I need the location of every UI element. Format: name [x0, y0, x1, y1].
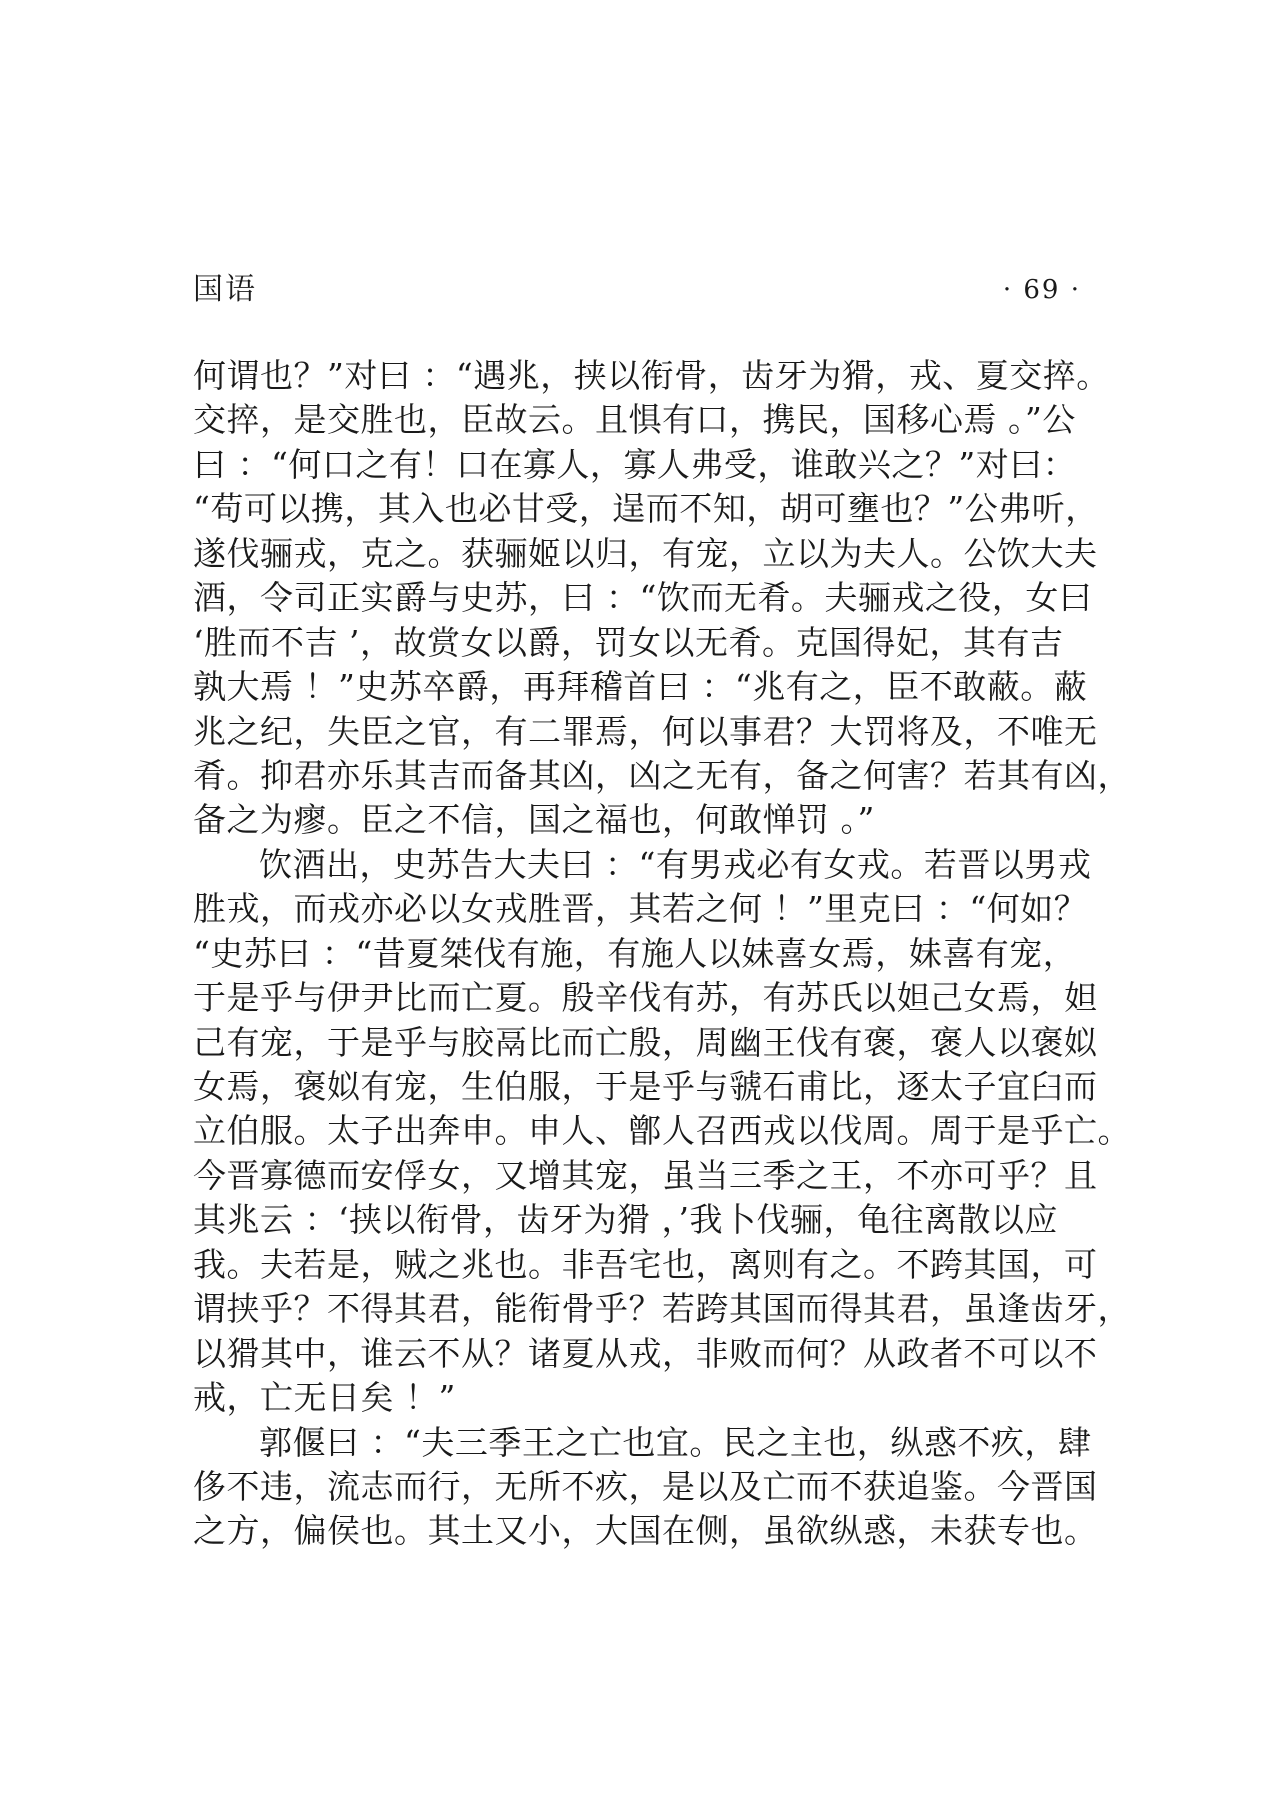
text-line: ‘胜而不吉 ’，故赏女以爵，罚女以无肴。克国得妃，其有吉: [193, 622, 1064, 662]
text-line: 遂伐骊戎，克之。获骊姬以归，有宠，立以为夫人。公饮大夫: [193, 533, 1098, 573]
text-line: 酒，令司正实爵与史苏，曰 ：“饮而无肴。夫骊戎之役，女曰: [193, 578, 1093, 618]
text-line: 之方，偏侯也。其土又小，大国在侧，虽欲纵惑，未获专也。: [193, 1511, 1098, 1551]
text-line: 我。夫若是，贼之兆也。非吾宅也，离则有之。不跨其国，可: [193, 1244, 1098, 1284]
book-title: 国语: [193, 272, 257, 307]
text-line: 孰大焉 ！”史苏卒爵，再拜稽首曰 ：“兆有之，臣不敢蔽。蔽: [193, 667, 1088, 707]
text-line: 今晋寡德而安俘女，又增其宠，虽当三季之王，不亦可乎？且: [193, 1155, 1098, 1195]
text-line: 郭偃曰 ：“夫三季王之亡也宜。民之主也，纵惑不疚，肆: [259, 1422, 1092, 1462]
text-line: 饮酒出，史苏告大夫曰 ：“有男戎必有女戎。若晋以男戎: [259, 844, 1092, 884]
text-line: “史苏曰 ：“昔夏桀伐有施，有施人以妹喜女焉，妹喜有宠，: [193, 933, 1077, 973]
body-text: [193, 354, 1131, 1554]
text-line: 交捽，是交胜也，臣故云。且惧有口，携民，国移心焉 。”公: [193, 400, 1076, 440]
text-line: 何谓也？”对曰 ：“遇兆，挟以衔骨，齿牙为猾，戎、夏交捽。: [193, 356, 1110, 395]
page-header: [193, 268, 1081, 312]
page-number: · 69 ·: [1002, 275, 1081, 305]
text-line: 于是乎与伊尹比而亡夏。殷辛伐有苏，有苏氏以妲己女焉，妲: [193, 978, 1098, 1018]
text-line: 曰 ：“何口之有！口在寡人，寡人弗受，谁敢兴之？”对曰：: [193, 444, 1077, 484]
text-line: “苟可以携，其入也必甘受，逞而不知，胡可壅也？”公弗听，: [193, 489, 1099, 529]
text-line: 女焉，褒姒有宠，生伯服，于是乎与虢石甫比，逐太子宜臼而: [193, 1067, 1098, 1106]
text-line: 胜戎，而戎亦必以女戎胜晋，其若之何 ！”里克曰 ：“何如？: [193, 889, 1088, 929]
text-line: 其兆云 ：‘挟以衔骨，齿牙为猾 ，’我卜伐骊，龟往离散以应: [193, 1200, 1058, 1240]
text-line: 肴。抑君亦乐其吉而备其凶，凶之无有，备之何害？若其有凶，: [193, 755, 1131, 795]
text-line: 侈不违，流志而行，无所不疚，是以及亡而不获追鉴。今晋国: [193, 1466, 1098, 1506]
text-line: 谓挟乎？不得其君，能衔骨乎？若跨其国而得其君，虽逢齿牙，: [193, 1289, 1131, 1329]
text-line: 兆之纪，失臣之官，有二罪焉，何以事君？大罚将及，不唯无: [193, 711, 1098, 751]
text-line: 戒，亡无日矣 ！”: [193, 1378, 456, 1418]
text-line: 以猾其中，谁云不从？诸夏从戎，非败而何？从政者不可以不: [193, 1333, 1098, 1373]
text-line: 立伯服。太子出奔申。申人、鄫人召西戎以伐周。周于是乎亡。: [193, 1111, 1131, 1151]
text-line: 备之为瘳。臣之不信，国之福也，何敢惮罚 。”: [193, 800, 875, 840]
text-line: 己有宠，于是乎与胶鬲比而亡殷，周幽王伐有褒，褒人以褒姒: [193, 1022, 1098, 1062]
